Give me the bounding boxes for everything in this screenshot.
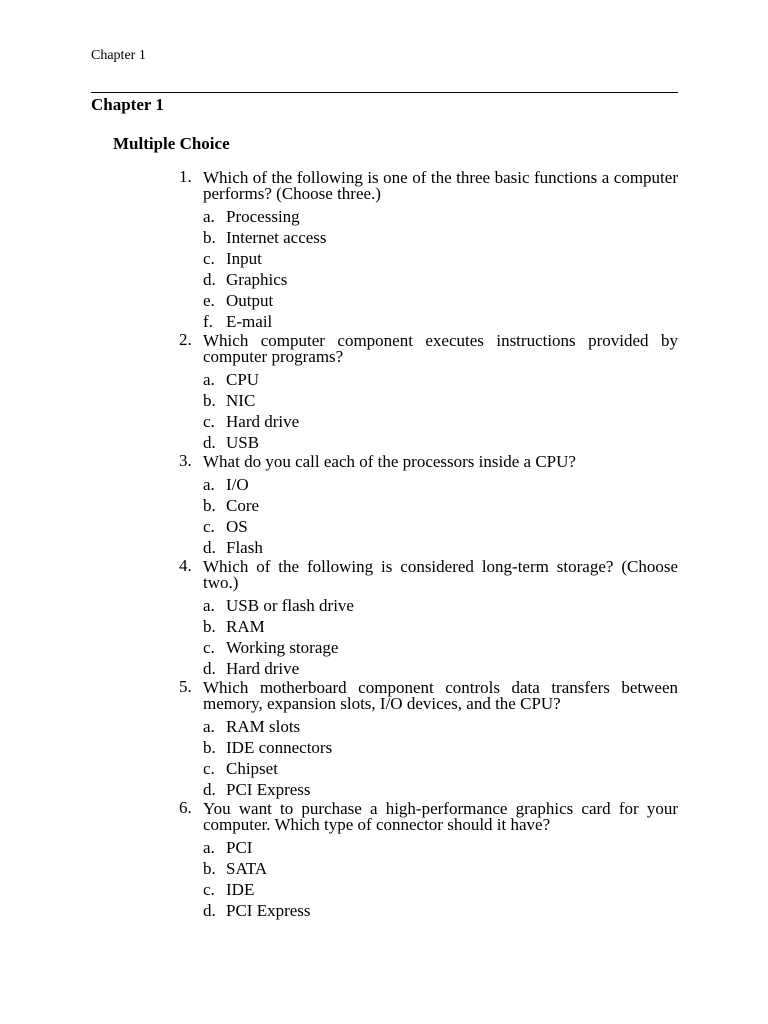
answer-option (203, 858, 678, 879)
question-item (179, 453, 678, 558)
answer-option (203, 758, 678, 779)
option-list (203, 369, 678, 453)
answer-option (203, 637, 678, 658)
option-letter: c. (203, 759, 215, 778)
question-number: 2. (179, 330, 192, 349)
answer-option (203, 206, 678, 227)
answer-option (203, 616, 678, 637)
option-letter: d. (203, 780, 216, 799)
option-text: Flash (226, 538, 263, 557)
question-number: 3. (179, 451, 192, 470)
option-text: IDE connectors (226, 738, 333, 757)
option-letter: a. (203, 717, 215, 736)
option-letter: c. (203, 412, 215, 431)
option-text: E-mail (226, 312, 273, 331)
option-letter: d. (203, 659, 216, 678)
option-letter: e. (203, 291, 215, 310)
chapter-title: Chapter 1 (91, 95, 164, 114)
answer-option (203, 495, 678, 516)
option-text: IDE (226, 880, 255, 899)
question-item (179, 558, 678, 679)
question-text: What do you call each of the processors inside a CPU? (203, 452, 576, 471)
section-title: Multiple Choice (113, 134, 230, 153)
option-text: Input (226, 249, 262, 268)
answer-option (203, 737, 678, 758)
option-text: Hard drive (226, 412, 300, 431)
header-rule (91, 92, 678, 93)
answer-option (203, 837, 678, 858)
option-text: PCI (226, 838, 253, 857)
option-text: PCI Express (226, 901, 311, 920)
answer-option (203, 537, 678, 558)
answer-option (203, 390, 678, 411)
question-text: Which computer component executes instructions provided by computer programs? (203, 331, 678, 366)
option-text: NIC (226, 391, 256, 410)
option-text: SATA (226, 859, 268, 878)
option-letter: b. (203, 617, 216, 636)
option-letter: b. (203, 859, 216, 878)
question-text: Which motherboard component controls data transfers between memory, expansion slots, I/O devices, and the CPU? (203, 678, 678, 713)
option-text: Core (226, 496, 260, 515)
answer-option (203, 248, 678, 269)
question-item (179, 679, 678, 800)
option-letter: d. (203, 433, 216, 452)
option-text: Processing (226, 207, 300, 226)
answer-option (203, 227, 678, 248)
answer-option (203, 411, 678, 432)
answer-option (203, 369, 678, 390)
option-text: Chipset (226, 759, 278, 778)
option-list (203, 595, 678, 679)
running-header: Chapter 1 (91, 48, 146, 63)
question-item (179, 332, 678, 453)
option-text: Graphics (226, 270, 288, 289)
option-text: Working storage (226, 638, 339, 657)
question-item (179, 169, 678, 332)
option-letter: c. (203, 880, 215, 899)
option-text: OS (226, 517, 248, 536)
answer-option (203, 716, 678, 737)
answer-option (203, 658, 678, 679)
option-list (203, 837, 678, 921)
option-letter: b. (203, 228, 216, 247)
option-text: I/O (226, 475, 249, 494)
option-text: RAM (226, 617, 265, 636)
option-letter: d. (203, 901, 216, 920)
question-text: Which of the following is considered long-term storage? (Choose two.) (203, 557, 678, 592)
option-letter: d. (203, 538, 216, 557)
option-letter: a. (203, 207, 215, 226)
option-list (203, 474, 678, 558)
option-letter: b. (203, 738, 216, 757)
option-letter: b. (203, 391, 216, 410)
answer-option (203, 779, 678, 800)
option-list (203, 716, 678, 800)
answer-option (203, 595, 678, 616)
answer-option (203, 311, 678, 332)
answer-option (203, 474, 678, 495)
option-text: Hard drive (226, 659, 300, 678)
question-number: 1. (179, 167, 192, 186)
question-text: Which of the following is one of the three basic functions a computer performs? (Choose three.) (203, 168, 678, 203)
option-letter: a. (203, 596, 215, 615)
option-letter: c. (203, 517, 215, 536)
question-number: 6. (179, 798, 192, 817)
question-text: You want to purchase a high-performance graphics card for your computer. Which type of connector should it have? (203, 799, 678, 834)
question-number: 5. (179, 677, 192, 696)
answer-option (203, 269, 678, 290)
answer-option (203, 432, 678, 453)
option-list (203, 206, 678, 332)
option-letter: d. (203, 270, 216, 289)
question-list (179, 169, 678, 921)
option-text: Output (226, 291, 274, 310)
option-text: Internet access (226, 228, 327, 247)
question-number: 4. (179, 556, 192, 575)
question-item (179, 800, 678, 921)
answer-option (203, 879, 678, 900)
option-text: RAM slots (226, 717, 301, 736)
option-text: CPU (226, 370, 260, 389)
option-letter: c. (203, 638, 215, 657)
answer-option (203, 290, 678, 311)
answer-option (203, 516, 678, 537)
option-text: USB (226, 433, 260, 452)
option-letter: c. (203, 249, 215, 268)
option-text: PCI Express (226, 780, 311, 799)
option-letter: b. (203, 496, 216, 515)
option-text: USB or flash drive (226, 596, 354, 615)
option-letter: a. (203, 370, 215, 389)
option-letter: f. (203, 312, 213, 331)
answer-option (203, 900, 678, 921)
option-letter: a. (203, 475, 215, 494)
option-letter: a. (203, 838, 215, 857)
